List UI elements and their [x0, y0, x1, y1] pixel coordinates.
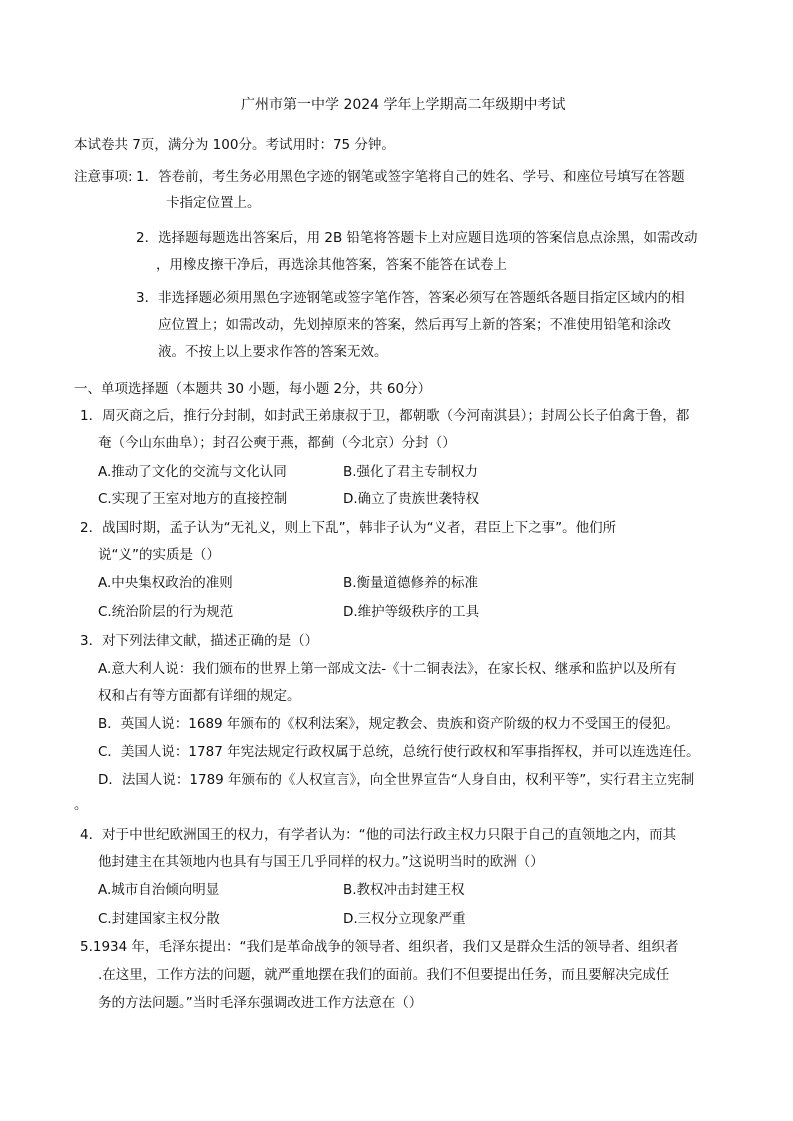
- question-4-line-1: 4．对于中世纪欧洲国王的权力，有学者认为：“他的司法行政主权力只限于自己的直领地之内，而其: [80, 827, 677, 843]
- question-2-option-c[interactable]: C.统治阶层的行为规范: [98, 604, 234, 620]
- notice-item-2-line-2: ，用橡皮擦干净后，再选涂其他答案，答案不能答在试卷上: [156, 257, 507, 273]
- question-1-option-a[interactable]: A.推动了文化的交流与文化认同: [98, 464, 287, 480]
- exam-info: 本试卷共 7页，满分为 100分。考试用时：75 分钟。: [74, 137, 395, 153]
- question-3-option-d-cont[interactable]: 。: [74, 797, 88, 813]
- notice-item-1-line-1: 1．答卷前，考生务必用黑色字迹的钢笔或签字笔将自己的姓名、学号、和座位号填写在答题: [136, 169, 685, 185]
- question-4-option-a[interactable]: A.城市自治倾向明显: [98, 882, 220, 898]
- question-1-option-b[interactable]: B.强化了君主专制权力: [343, 464, 479, 480]
- question-1-line-1: 1．周灭商之后，推行分封制，如封武王弟康叔于卫，都朝歌（今河南淇县）；封周公长子伯禽于鲁，都: [80, 408, 690, 424]
- notice-item-2-line-1: 2．选择题每题选出答案后，用 2B 铅笔将答题卡上对应题目选项的答案信息点涂黑，如需改动: [136, 230, 698, 246]
- question-2-option-d[interactable]: D.维护等级秩序的工具: [343, 604, 480, 620]
- notice-item-3-line-2: 应位置上；如需改动，先划掉原来的答案，然后再写上新的答案；不准使用铅笔和涂改: [158, 317, 671, 333]
- question-5-line-2: .在这里，工作方法的问题，就严重地摆在我们的面前。我们不但要提出任务，而且要解决完成任: [98, 967, 670, 983]
- question-4-option-d[interactable]: D.三权分立现象严重: [343, 911, 466, 927]
- question-2-option-b[interactable]: B.衡量道德修养的标准: [343, 575, 479, 591]
- notice-item-3-line-1: 3．非选择题必须用黑色字迹钢笔或签字笔作答，答案必须写在答题纸各题目指定区域内的相: [136, 290, 685, 306]
- question-3-option-c[interactable]: C．美国人说：1787 年宪法规定行政权属于总统，总统行使行政权和军事指挥权，并可以连选连任。: [98, 744, 700, 760]
- notice-item-3-line-3: 液。不按上以上要求作答的答案无效。: [158, 344, 388, 360]
- question-3-option-a-cont[interactable]: 权和占有等方面都有详细的规定。: [98, 688, 301, 704]
- question-4-option-c[interactable]: C.封建国家主权分散: [98, 911, 220, 927]
- question-3-option-a[interactable]: A.意大利人说：我们颁布的世界上第一部成文法-《十二铜表法》，在家长权、继承和监护以及所有: [98, 661, 677, 677]
- question-2-line-1: 2．战国时期，孟子认为“无礼义，则上下乱”，韩非子认为“义者，君臣上下之事”。他们所: [80, 520, 617, 536]
- question-2-line-2: 说“义”的实质是（）: [98, 547, 220, 563]
- page-title: 广州市第一中学 2024 学年上学期高二年级期中考试: [241, 97, 566, 113]
- question-1-option-d[interactable]: D.确立了贵族世袭特权: [343, 491, 480, 507]
- question-1-line-2: 奄（今山东曲阜）；封召公奭于燕，都蓟（今北京）分封（）: [98, 435, 456, 451]
- section-heading: 一、单项选择题（本题共 30 小题，每小题 2分，共 60分）: [74, 381, 432, 397]
- question-5-line-1: 5.1934 年，毛泽东提出：“我们是革命战争的领导者、组织者，我们又是群众生活的领导者、组织者: [80, 939, 679, 955]
- question-4-option-b[interactable]: B.教权冲击封建王权: [343, 882, 465, 898]
- notice-label: 注意事项:: [74, 169, 133, 185]
- question-2-option-a[interactable]: A.中央集权政治的准则: [98, 575, 233, 591]
- question-3-option-b[interactable]: B．英国人说：1689 年颁布的《权利法案》，规定教会、贵族和资产阶级的权力不受国王的侵犯。: [98, 716, 680, 732]
- question-3-line-1: 3．对下列法律文献，描述正确的是（）: [80, 633, 319, 649]
- question-1-option-c[interactable]: C.实现了王室对地方的直接控制: [98, 491, 288, 507]
- question-4-line-2: 他封建主在其领地内也具有与国王几乎同样的权力。”这说明当时的欧洲（）: [98, 854, 544, 870]
- question-5-line-3: 务的方法问题。”当时毛泽东强调改进工作方法意在（）: [98, 995, 423, 1011]
- notice-item-1-line-2: 卡指定位置上。: [166, 195, 261, 211]
- question-3-option-d[interactable]: D．法国人说：1789 年颁布的《人权宣言》，向全世界宣告“人身自由，权利平等”，实行君主立宪制: [98, 772, 695, 788]
